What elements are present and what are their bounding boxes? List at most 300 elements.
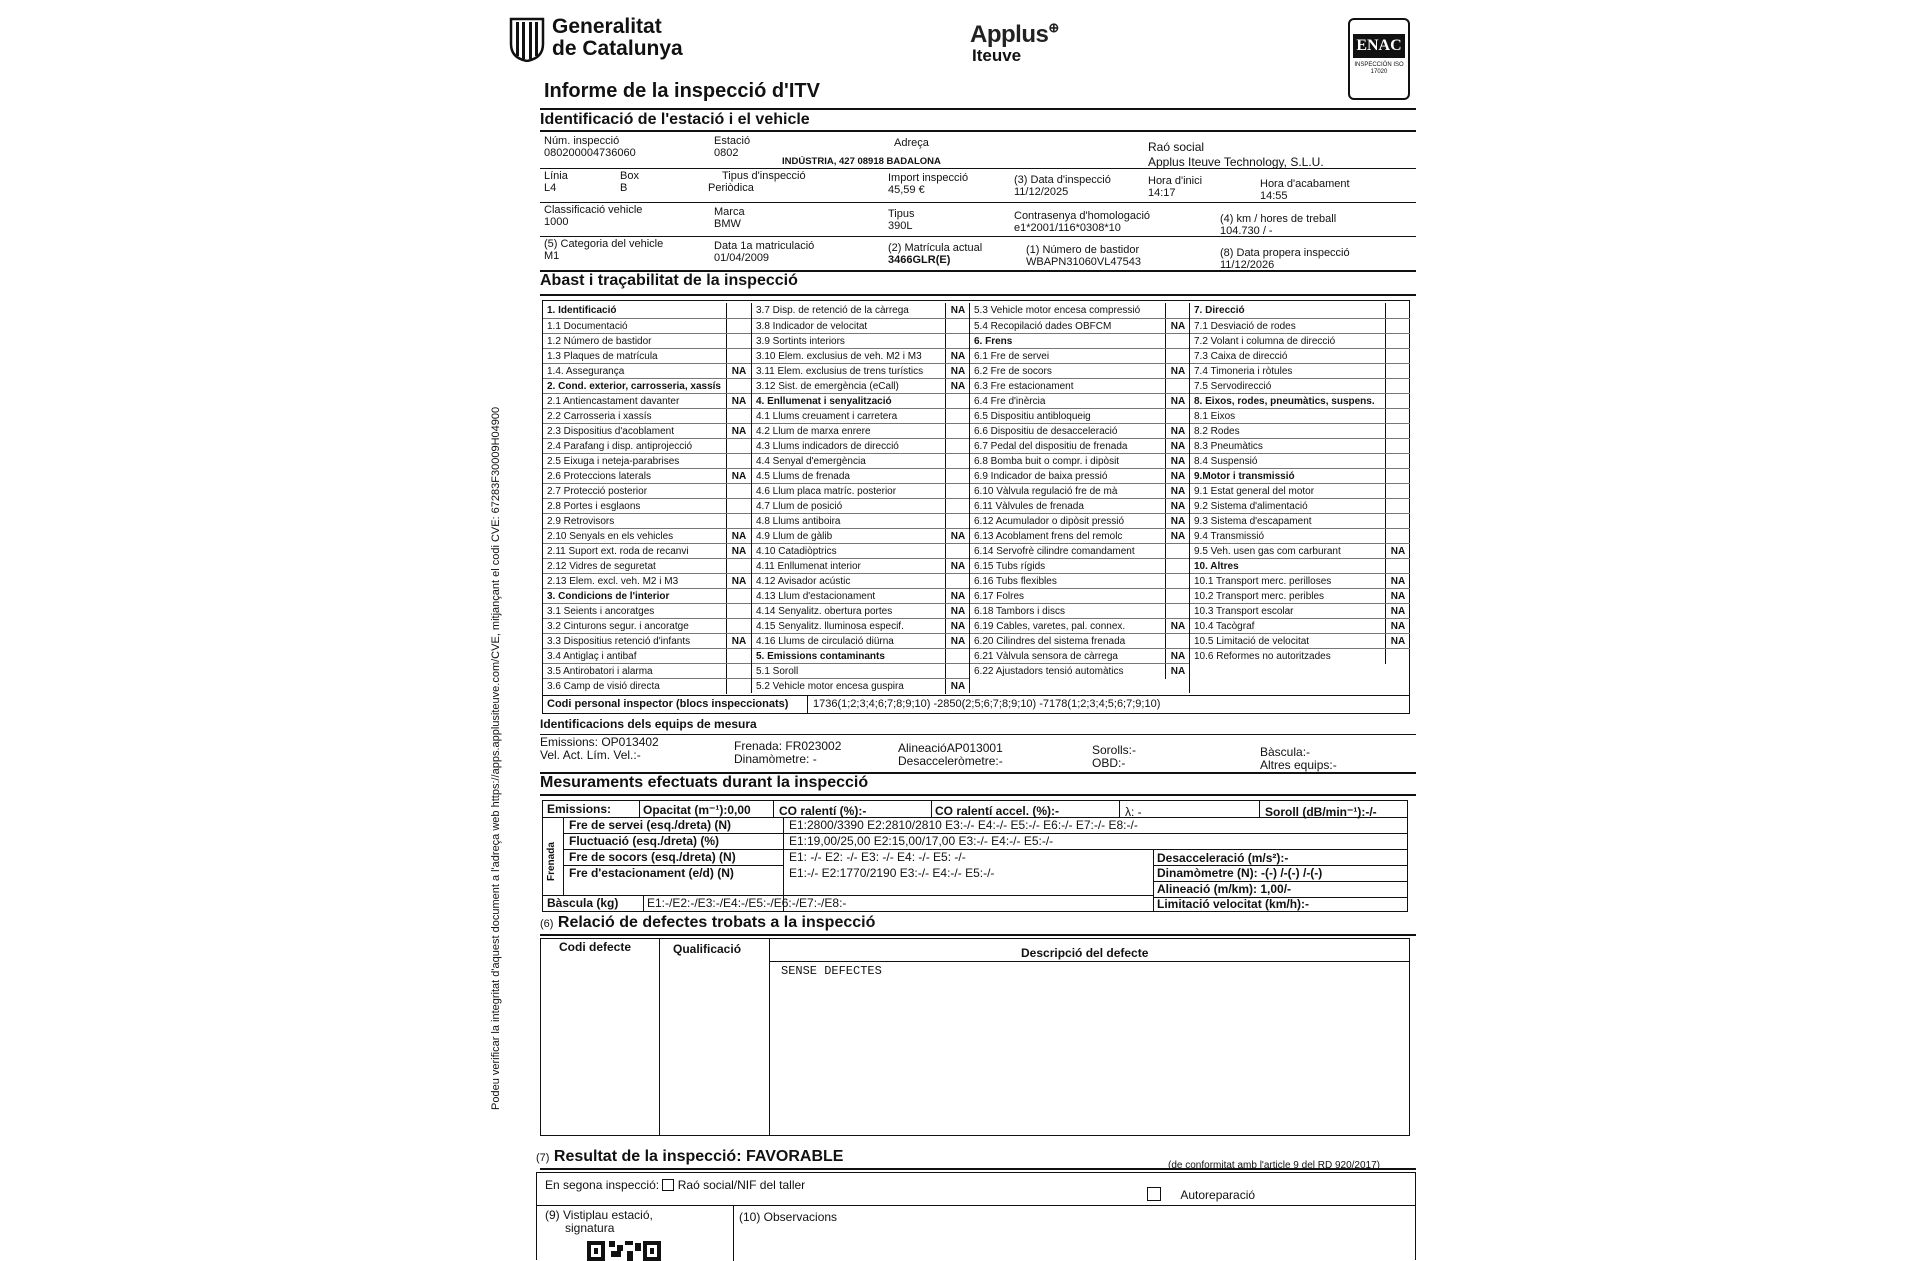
scope-item-label: 2.5 Eixuga i neteja-parabrises [547,456,680,467]
scope-item-na [726,349,751,364]
scope-item-label: 8.1 Eixos [1194,411,1236,422]
scope-item [752,543,970,559]
col-codi-defecte: Codi defecte [559,941,632,954]
scope-item-label: 8. Eixos, rodes, pneumàtics, suspens. [1194,396,1375,407]
scope-item-label: 6. Frens [974,336,1013,347]
scope-item-na [726,319,751,334]
eq-desaccelerometre: Desacceleròmetre:- [898,754,1003,768]
scope-item-na [726,499,751,514]
scope-item [752,618,970,634]
scope-item-label: 6.12 Acumulador o dipòsit pressió [974,516,1125,527]
scope-item-na: NA [945,529,970,544]
scope-item-na: NA [1165,619,1190,634]
measurements-table [542,800,1408,912]
scope-item-na [1165,409,1190,424]
scope-item-label: 3.2 Cinturons segur. i ancoratge [547,621,689,632]
eq-frenada: Frenada: FR023002 [734,740,842,753]
scope-item-na [726,484,751,499]
scope-item-label: 3.9 Sortints interiors [756,336,845,347]
scope-item [752,588,970,604]
scope-item [970,453,1190,469]
co-ralenti: CO ralentí (%):- [779,805,867,818]
data-inspeccio: 11/12/2025 [1014,186,1069,198]
scope-item-label: 8.3 Pneumàtics [1194,441,1263,452]
scope-item-na: NA [1165,439,1190,454]
scope-item [752,438,970,454]
result-box [536,1172,1416,1260]
scope-item-label: 4.9 Llum de gàlib [756,531,833,542]
scope-item-label: 7. Direcció [1194,305,1245,316]
scope-item-na: NA [1165,469,1190,484]
scope-item [970,423,1190,439]
scope-item-label: 4.16 Llums de circulació diürna [756,636,894,647]
fre-estacionament: E1:-/- E2:1770/2190 E3:-/- E4:-/- E5:-/- [789,867,995,880]
enac-sub: INSPECCIÓN ISO 17020 [1354,62,1404,75]
scope-item [752,363,970,379]
matricula-label: (2) Matrícula actual [888,242,983,254]
scope-item-label: 6.17 Folres [974,591,1025,602]
page-title: Informe de la inspecció d'ITV [544,80,820,102]
defectes-num: (6) [540,918,554,930]
scope-item-label: 2.3 Dispositius d'acoblament [547,426,674,437]
box: B [620,182,628,194]
scope-item-na [726,619,751,634]
scope-item [752,483,970,499]
scope-item [1190,453,1410,469]
scope-column-2 [751,303,970,693]
scope-item [1190,648,1410,664]
scope-item-na [1385,439,1410,454]
qr-code-icon [587,1241,677,1261]
scope-item-na [945,454,970,469]
frenada-vertical-label: Frenada [546,842,557,881]
scope-item-na: NA [726,529,751,544]
scope-item [543,678,751,694]
resultat-note: (de conformitat amb l'article 9 del RD 920/2017) [1168,1160,1381,1171]
limitacio-velocitat: Limitació velocitat (km/h):- [1157,898,1310,911]
scope-item-na [1385,649,1410,664]
scope-table [542,300,1410,714]
scope-item-na: NA [1165,394,1190,409]
scope-item [970,498,1190,514]
scope-item-na [945,484,970,499]
classificacio-label: Classificació vehicle [544,204,643,216]
scope-item-label: 6.1 Fre de servei [974,351,1050,362]
scope-item-label: 2.8 Portes i esglaons [547,501,641,512]
scope-item-label: 5.3 Vehicle motor encesa compressió [974,305,1141,316]
matricula: 3466GLR(E) [888,254,951,266]
scope-item-label: 2.1 Antiencastament davanter [547,396,680,407]
scope-item-na: NA [1165,499,1190,514]
section-mesuraments: Mesuraments efectuats durant la inspecció [540,774,869,791]
scope-item [970,378,1190,394]
scope-item-label: 8.4 Suspensió [1194,456,1258,467]
taller-checkbox[interactable] [662,1179,674,1191]
scope-item-na: NA [1165,484,1190,499]
scope-item-label: 3.8 Indicador de velocitat [756,321,868,332]
scope-item-na [1165,574,1190,589]
scope-item-label: 6.20 Cilindres del sistema frenada [974,636,1126,647]
emissions-label: Emissions: [547,803,612,816]
scope-item-na: NA [726,364,751,379]
scope-item [1190,348,1410,364]
scope-item-na [945,514,970,529]
scope-item [752,603,970,619]
scope-item-na [945,469,970,484]
tipus-label: Tipus [888,208,915,220]
scope-item-na [945,439,970,454]
scope-item-na: NA [1385,634,1410,649]
coat-of-arms-icon [508,16,546,62]
scope-item [970,648,1190,664]
segona-inspeccio-label: En segona inspecció: [545,1179,660,1192]
scope-item-na: NA [1385,574,1410,589]
scope-item-na [945,394,970,409]
scope-item-na [726,604,751,619]
section-defectes: Relació de defectes trobats a la inspecció [557,914,876,931]
scope-item-na [1385,514,1410,529]
scope-item-label: 9.5 Veh. usen gas com carburant [1194,546,1341,557]
scope-item-label: 6.3 Fre estacionament [974,381,1074,392]
scope-item-label: 7.4 Timoneria i ròtules [1194,366,1293,377]
scope-item [752,663,970,679]
col-qualificacio: Qualificació [673,943,742,956]
scope-item-label: 9.4 Transmissió [1194,531,1265,542]
scope-item-na [1385,379,1410,394]
rao-taller-label: Raó social/NIF del taller [677,1179,806,1192]
scope-item-na: NA [1165,649,1190,664]
scope-item [1190,408,1410,424]
linia-label: Línia [544,170,568,182]
linia: L4 [544,182,557,194]
scope-item-label: 6.7 Pedal del dispositiu de frenada [974,441,1128,452]
scope-item-na [1165,589,1190,604]
scope-item-label: 6.21 Vàlvula sensora de càrrega [974,651,1118,662]
co-ralenti-accel: CO ralentí accel. (%):- [935,805,1060,818]
scope-item [752,453,970,469]
scope-item-na [726,409,751,424]
scope-item [1190,393,1410,409]
enac-logo [1348,18,1410,100]
scope-item-na [1165,634,1190,649]
scope-item-na: NA [945,364,970,379]
scope-item-na [945,574,970,589]
scope-item-na [726,454,751,469]
inspection-report [520,0,1420,1260]
scope-item-na [1385,334,1410,349]
scope-item [1190,318,1410,334]
scope-item-label: 4.15 Senyalitz. lluminosa especif. [756,621,904,632]
scope-item-label: 7.1 Desviació de rodes [1194,321,1296,332]
scope-item [752,423,970,439]
scope-item-na [1385,559,1410,574]
scope-item [1190,483,1410,499]
scope-item [1190,633,1410,649]
scope-item-na [1385,499,1410,514]
scope-item [543,558,751,574]
scope-item [970,633,1190,649]
scope-item [1190,438,1410,454]
scope-item [970,438,1190,454]
tipus-inspeccio-label: Tipus d'inspecció [722,170,806,182]
scope-item [543,543,751,559]
scope-item-na [1165,559,1190,574]
eq-obd: OBD:- [1092,756,1126,770]
scope-item [970,603,1190,619]
scope-item-label: 7.2 Volant i columna de direcció [1194,336,1336,347]
scope-item [752,573,970,589]
scope-item-label: 4.12 Avisador acústic [756,576,851,587]
fluctuacio-label: Fluctuació (esq./dreta) (%) [569,835,720,848]
scope-item-na: NA [945,634,970,649]
scope-item-label: 3.5 Antirobatori i alarma [547,666,653,677]
scope-item [543,378,751,394]
scope-item [970,363,1190,379]
scope-item-label: 3.11 Elem. exclusius de trens turístics [756,366,924,377]
scope-item-na [726,379,751,394]
estacio-label: Estació [714,135,751,147]
scope-item-label: 9.Motor i transmissió [1194,471,1295,482]
scope-item [752,333,970,349]
fre-socors: E1: -/- E2: -/- E3: -/- E4: -/- E5: -/- [789,851,966,864]
data-1a-matric-label: Data 1a matriculació [714,240,815,252]
scope-item [1190,378,1410,394]
scope-item-label: 9.3 Sistema d'escapament [1194,516,1312,527]
eq-alineacio: AlineacióAP013001 [898,742,1003,755]
scope-item [752,408,970,424]
scope-item-na [1385,424,1410,439]
fre-socors-label: Fre de socors (esq./dreta) (N) [569,851,736,864]
scope-item-label: 4.7 Llum de posició [756,501,843,512]
scope-item-na [945,334,970,349]
scope-item [543,453,751,469]
scope-item-label: 2. Cond. exterior, carrosseria, xassís [547,381,721,392]
scope-item-na: NA [726,544,751,559]
alineacio: Alineació (m/km): 1,00/- [1157,883,1292,896]
scope-item [752,468,970,484]
hora-acabament: 14:55 [1260,190,1288,202]
scope-item-label: 4.8 Llums antiboira [756,516,841,527]
vistiplau-label: (9) Vistiplau estació, [545,1209,653,1222]
scope-item [752,528,970,544]
hora-inici: 14:17 [1148,187,1176,199]
scope-item [1190,573,1410,589]
scope-item-label: 2.7 Protecció posterior [547,486,648,497]
scope-item [970,528,1190,544]
scope-item-na: NA [945,589,970,604]
classificacio: 1000 [544,216,569,228]
scope-item-label: 6.2 Fre de socors [974,366,1052,377]
scope-item [543,513,751,529]
scope-item [543,318,751,334]
scope-item-label: 3.3 Dispositius retenció d'infants [547,636,691,647]
scope-item [543,393,751,409]
enac-badge: ENAC [1353,34,1405,58]
scope-item-label: 1.3 Plaques de matrícula [547,351,658,362]
scope-item-na: NA [1385,589,1410,604]
scope-item [1190,603,1410,619]
generalitat-logo [508,16,546,62]
categoria-label: (5) Categoria del vehicle [544,238,664,250]
scope-item-label: 6.13 Acoblament frens del remolc [974,531,1123,542]
scope-item-label: 2.11 Suport ext. roda de recanvi [547,546,689,557]
scope-item [970,558,1190,574]
scope-item-na [1385,319,1410,334]
bastidor: WBAPN31060VL47543 [1026,256,1141,268]
scope-item-na [1385,303,1410,318]
scope-item-na: NA [726,394,751,409]
scope-item-label: 4.4 Senyal d'emergència [756,456,866,467]
scope-item [752,648,970,664]
scope-item [543,423,751,439]
scope-item-label: 10.1 Transport merc. perilloses [1194,576,1332,587]
box-label: Box [620,170,639,182]
scope-item [1190,423,1410,439]
scope-item-label: 1.2 Número de bastidor [547,336,652,347]
scope-item [1190,588,1410,604]
bascula-label: Bàscula (kg) [547,897,619,910]
scope-item-na [1385,394,1410,409]
scope-item [543,648,751,664]
scope-item [970,513,1190,529]
scope-item [543,303,751,318]
scope-item-label: 4.11 Enllumenat interior [756,561,861,572]
autoreparacio-checkbox[interactable] [1147,1187,1161,1201]
propera-inspeccio: 11/12/2026 [1220,259,1275,271]
scope-item [970,393,1190,409]
scope-item [543,528,751,544]
generalitat-name-2: de Catalunya [552,37,683,60]
scope-item-label: 1.1 Documentació [547,321,628,332]
scope-item [970,348,1190,364]
scope-item [1190,528,1410,544]
scope-item-na [1165,303,1190,318]
scope-item [543,408,751,424]
scope-item-na: NA [945,303,970,318]
scope-item [970,618,1190,634]
adreca: INDÚSTRIA, 427 08918 BADALONA [782,156,941,167]
scope-item-label: 4.5 Llums de frenada [756,471,850,482]
scope-item-label: 6.8 Bomba buit o compr. i dipòsit [974,456,1120,467]
scope-item-label: 3. Condicions de l'interior [547,591,670,602]
scope-item-label: 10.2 Transport merc. peribles [1194,591,1325,602]
scope-item [970,303,1190,318]
scope-item-na [1165,334,1190,349]
scope-item-label: 10.5 Limitació de velocitat [1194,636,1310,647]
scope-item-na [726,439,751,454]
scope-item-na: NA [1385,604,1410,619]
defects-table [540,938,1410,1136]
scope-column-4 [1189,303,1410,693]
scope-item-label: 2.10 Senyals en els vehicles [547,531,674,542]
scope-item-label: 6.16 Tubs flexibles [974,576,1057,587]
scope-item-na [945,664,970,679]
scope-item-label: 3.7 Disp. de retenció de la càrrega [756,305,909,316]
scope-item-na [1385,364,1410,379]
scope-item-label: 5.4 Recopilació dades OBFCM [974,321,1112,332]
scope-item-na: NA [945,619,970,634]
scope-item-na: NA [1165,454,1190,469]
fluctuacio: E1:19,00/25,00 E2:15,00/17,00 E3:-/- E4:-/- E5:-/- [789,835,1054,848]
eq-sorolls: Sorolls:- [1092,744,1137,757]
scope-item [1190,363,1410,379]
scope-item-na: NA [726,469,751,484]
scope-item [970,543,1190,559]
section-abast: Abast i traçabilitat de la inspecció [540,272,798,289]
fre-servei: E1:2800/3390 E2:2810/2810 E3:-/- E4:-/- E5:-/- E6:-/- E7:-/- E8:-/- [789,819,1138,832]
scope-item-label: 8.2 Rodes [1194,426,1240,437]
scope-item [970,663,1190,679]
scope-item [1190,303,1410,318]
import: 45,59 € [888,184,925,196]
defect-description: SENSE DEFECTES [781,965,882,978]
scope-item-label: 2.13 Elem. excl. veh. M2 i M3 [547,576,679,587]
scope-item-na: NA [1165,514,1190,529]
scope-item-na [726,649,751,664]
codi-inspector: 1736(1;2;3;4;6;7;8;9;10) -2850(2;5;6;7;8;9;10) -7178(1;2;3;4;5;6;7;9;10) [813,698,1161,710]
scope-item [543,333,751,349]
scope-item-na [726,664,751,679]
scope-item-label: 3.6 Camp de visió directa [547,681,660,692]
generalitat-name-1: Generalitat [552,15,662,38]
scope-item [752,678,970,694]
scope-item-na: NA [945,349,970,364]
scope-item-na [1385,349,1410,364]
scope-item-na [1385,484,1410,499]
applus-sub: Iteuve [972,46,1022,65]
scope-item [543,588,751,604]
scope-item-na [1385,469,1410,484]
scope-item-na [726,334,751,349]
scope-item [543,663,751,679]
scope-item-label: 2.2 Carrosseria i xassís [547,411,652,422]
scope-item-label: 4.2 Llum de marxa enrere [756,426,871,437]
scope-item-label: 4.3 Llums indicadors de direcció [756,441,899,452]
scope-item [752,633,970,649]
scope-item-na: NA [1165,664,1190,679]
scope-item-na: NA [945,379,970,394]
hora-acabament-label: Hora d'acabament [1260,178,1350,190]
scope-item-label: 5. Emissions contaminants [756,651,885,662]
codi-inspector-label: Codi personal inspector (blocs inspeccionats) [547,698,789,710]
scope-item-na: NA [945,604,970,619]
scope-item-label: 6.5 Dispositiu antibloqueig [974,411,1091,422]
scope-item-na: NA [1165,364,1190,379]
scope-item [543,483,751,499]
num-inspeccio: 080200004736060 [544,147,636,159]
scope-item [1190,468,1410,484]
marca: BMW [714,218,741,230]
scope-item [1190,498,1410,514]
adreca-label: Adreça [894,137,929,149]
scope-item [1190,333,1410,349]
scope-item-label: 2.6 Proteccions laterals [547,471,651,482]
scope-item-label: 4. Enllumenat i senyalització [756,396,892,407]
autoreparacio-label: Autoreparació [1180,1188,1256,1202]
scope-item-na: NA [945,559,970,574]
scope-column-1 [543,303,751,693]
tipus: 390L [888,220,913,232]
scope-item-na: NA [726,634,751,649]
scope-item-label: 3.1 Seients i ancoratges [547,606,655,617]
rao-social-label: Raó social [1148,141,1205,154]
scope-item-label: 9.2 Sistema d'alimentació [1194,501,1308,512]
scope-item [543,348,751,364]
scope-item-na [945,499,970,514]
scope-item-label: 5.2 Vehicle motor encesa guspira [756,681,904,692]
scope-item-label: 5.1 Soroll [756,666,799,677]
scope-item-label: 4.13 Llum d'estacionament [756,591,876,602]
